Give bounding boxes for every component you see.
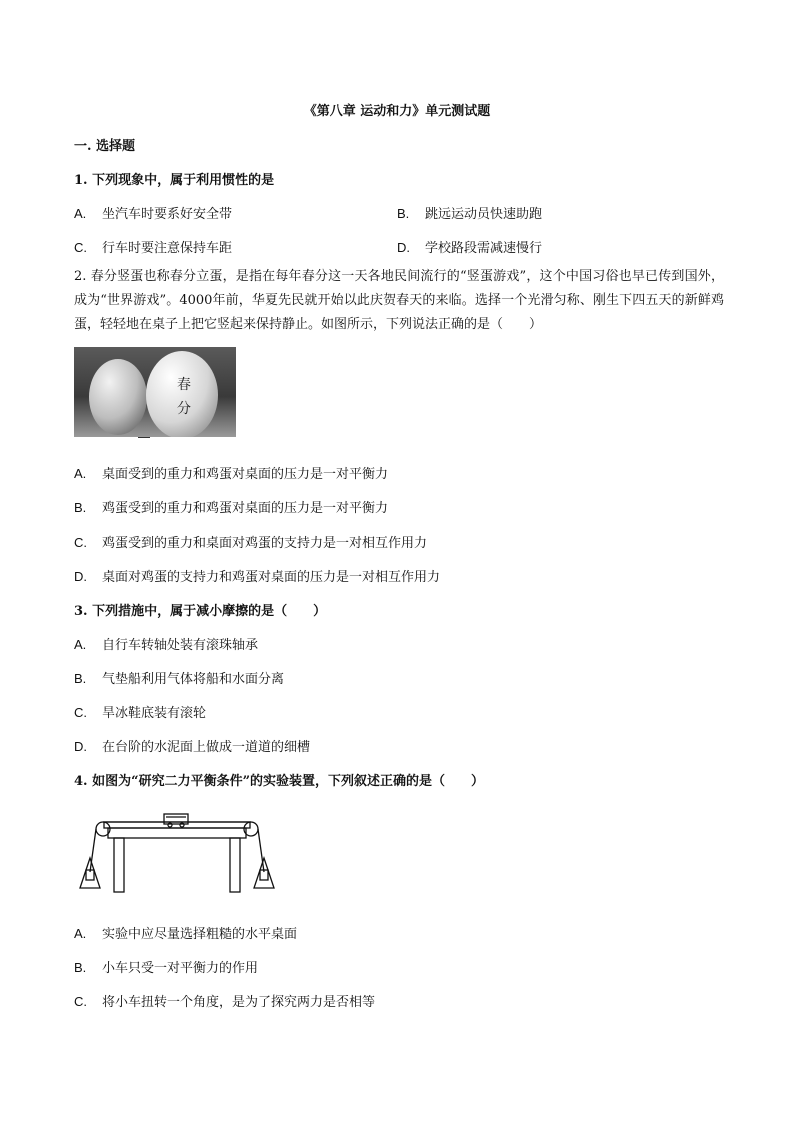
q1-option-a (74, 203, 232, 222)
q2-option-b (74, 497, 388, 516)
question-4-stem: 4. 如图为“研究二力平衡条件”的实验装置，下列叙述正确的是（ ） (74, 774, 485, 789)
q4-option-a-label: A. (74, 926, 87, 941)
q4-option-c-label: C. (74, 994, 87, 1009)
question-2-stem: 2. 春分竖蛋也称春分立蛋，是指在每年春分这一天各地民间流行的“竖蛋游戏”，这个中国习俗也早已传到国外，成为“世界游戏”。4000年前，华夏先民就开始以此庆贺春天的来临。选择一个光滑匀称、刚生下四五天的新鲜鸡蛋，轻轻地在桌子上把它竖起来保持静止。如图所示，下列说法正确的是（ ） (74, 269, 724, 332)
q3-option-c-label: C. (74, 705, 87, 720)
q4-option-c (74, 991, 375, 1010)
q3-option-a-text: 自行车转轴处装有滚珠轴承 (102, 638, 259, 653)
q1-option-c (74, 237, 232, 256)
table-leg-left (114, 838, 124, 892)
q4-option-b-text: 小车只受一对平衡力的作用 (102, 961, 259, 976)
egg-char-2: 分 (177, 401, 191, 417)
q2-option-c-label: C. (74, 535, 87, 550)
q2-option-c (74, 532, 427, 551)
q3-option-c (74, 702, 206, 721)
egg-char-1: 春 (177, 377, 191, 393)
q3-option-b-label: B. (74, 671, 87, 686)
q4-option-a (74, 923, 297, 942)
q3-option-b-text: 气垫船利用气体将船和水面分离 (102, 672, 285, 687)
q1-option-b-label: B. (397, 206, 410, 221)
q1-option-a-label: A. (74, 206, 87, 221)
q4-option-b-label: B. (74, 960, 87, 975)
q2-option-d (74, 566, 440, 585)
question-3-stem: 3. 下列措施中，属于减小摩擦的是（ ） (74, 604, 327, 619)
q2-option-b-label: B. (74, 500, 87, 515)
q4-option-a-text: 实验中应尽量选择粗糙的水平桌面 (102, 927, 298, 942)
q4-option-c-text: 将小车扭转一个角度，是为了探究两力是否相等 (102, 995, 376, 1010)
q4-option-b (74, 957, 258, 976)
q1-option-d-label: D. (397, 240, 410, 255)
q1-option-d-text: 学校路段需减速慢行 (425, 241, 543, 256)
q3-option-a-label: A. (74, 637, 87, 652)
q2-option-b-text: 鸡蛋受到的重力和鸡蛋对桌面的压力是一对平衡力 (102, 501, 389, 516)
weight-left (80, 858, 100, 888)
table-top (104, 822, 250, 828)
q3-option-d-text: 在台阶的水泥面上做成一道道的细槽 (102, 740, 311, 755)
q2-option-a-label: A. (74, 466, 87, 481)
image-underline (138, 437, 150, 438)
eggs-photo (74, 347, 236, 437)
q3-option-d (74, 736, 310, 755)
q1-option-b-text: 跳远运动员快速助跑 (425, 207, 543, 222)
q3-option-d-label: D. (74, 739, 87, 754)
egg-left (89, 359, 147, 435)
section-heading: 一. 选择题 (74, 139, 136, 154)
q1-option-a-text: 坐汽车时要系好安全带 (102, 207, 233, 222)
q2-option-d-label: D. (74, 569, 87, 584)
document-title: 《第八章 运动和力》单元测试题 (303, 104, 491, 119)
two-force-balance-apparatus (76, 812, 276, 896)
weight-right (254, 858, 274, 888)
q1-option-c-text: 行车时要注意保持车距 (102, 241, 233, 256)
table-leg-right (230, 838, 240, 892)
q1-option-b (397, 203, 542, 222)
q2-option-a-text: 桌面受到的重力和鸡蛋对桌面的压力是一对平衡力 (102, 467, 389, 482)
q2-option-a (74, 463, 388, 482)
question-1-stem: 1. 下列现象中，属于利用惯性的是 (74, 173, 275, 188)
q3-option-b (74, 668, 284, 687)
q3-option-a (74, 634, 258, 653)
q1-option-c-label: C. (74, 240, 87, 255)
q2-option-d-text: 桌面对鸡蛋的支持力和鸡蛋对桌面的压力是一对相互作用力 (102, 570, 441, 585)
q1-option-d (397, 237, 542, 256)
egg-right (146, 351, 218, 437)
q3-option-c-text: 旱冰鞋底装有滚轮 (102, 706, 207, 721)
q2-option-c-text: 鸡蛋受到的重力和桌面对鸡蛋的支持力是一对相互作用力 (102, 536, 428, 551)
